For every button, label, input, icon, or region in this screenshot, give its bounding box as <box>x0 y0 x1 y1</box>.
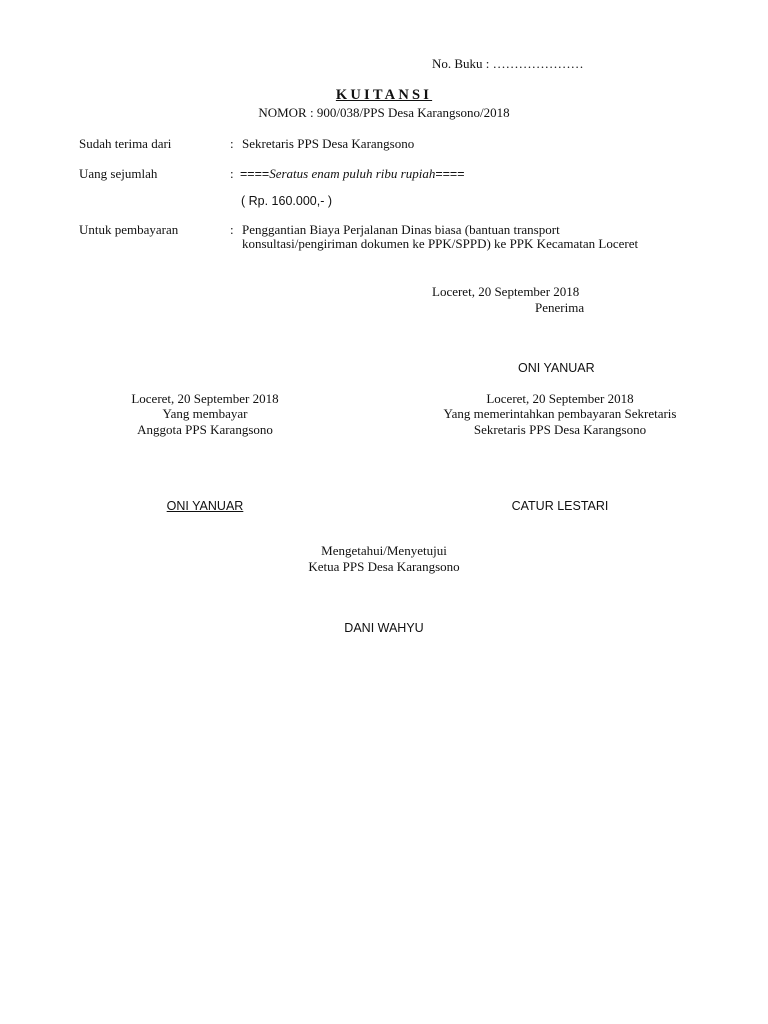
penerima-name: ONI YANUAR <box>518 361 595 375</box>
pemerintah-role: Yang memerintahkan pembayaran Sekretaris <box>443 406 677 421</box>
amount-in-words <box>240 166 465 182</box>
amount-numeric: ( Rp. 160.000,- ) <box>241 194 333 208</box>
field-label-uang-sejumlah: Uang sejumlah <box>79 166 158 181</box>
field-label-sudah-terima: Sudah terima dari <box>79 136 172 151</box>
mengetahui-position: Ketua PPS Desa Karangsono <box>308 559 460 574</box>
pembayar-name: ONI YANUAR <box>166 499 244 513</box>
document-number: NOMOR : 900/038/PPS Desa Karangsono/2018 <box>258 105 510 120</box>
pemerintah-position: Sekretaris PPS Desa Karangsono <box>473 422 647 437</box>
amount-suffix: ==== <box>435 167 465 181</box>
pembayar-position: Anggota PPS Karangsono <box>137 422 273 437</box>
penerima-role: Penerima <box>535 300 585 315</box>
field-colon: : <box>230 222 234 237</box>
pemerintah-place-date: Loceret, 20 September 2018 <box>486 391 634 406</box>
amount-prefix: ==== <box>240 167 270 181</box>
amount-words-italic: Seratus enam puluh ribu rupiah <box>269 166 436 181</box>
pembayar-place-date: Loceret, 20 September 2018 <box>131 391 279 406</box>
field-colon: : <box>230 166 234 181</box>
pembayar-role: Yang membayar <box>162 406 248 421</box>
field-colon: : <box>230 136 234 151</box>
penerima-place-date: Loceret, 20 September 2018 <box>432 284 580 299</box>
payment-purpose-line-1: Penggantian Biaya Perjalanan Dinas biasa (bantuan transport <box>242 222 560 237</box>
mengetahui-name: DANI WAHYU <box>344 621 424 635</box>
no-buku: No. Buku : ………………… <box>432 56 584 71</box>
field-value-sudah-terima: Sekretaris PPS Desa Karangsono <box>242 136 415 151</box>
pemerintah-name: CATUR LESTARI <box>511 499 609 513</box>
mengetahui-label: Mengetahui/Menyetujui <box>321 543 447 558</box>
field-label-untuk-pembayaran: Untuk pembayaran <box>79 222 179 237</box>
document-title: KUITANSI <box>335 87 433 103</box>
payment-purpose-line-2: konsultasi/pengiriman dokumen ke PPK/SPPD) ke PPK Kecamatan Loceret <box>242 236 639 251</box>
